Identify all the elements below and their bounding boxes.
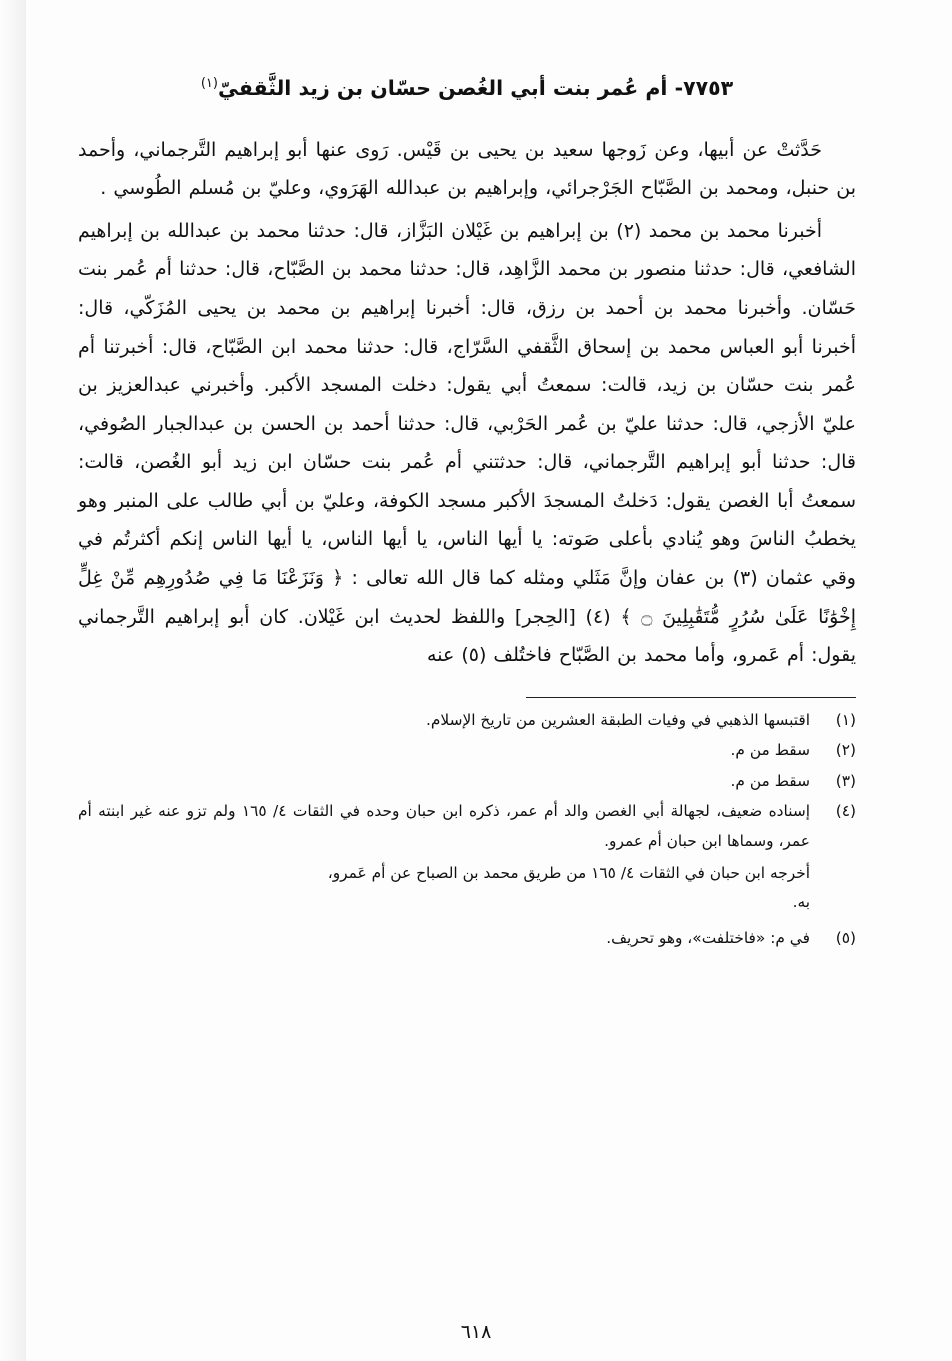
footnote-text: اقتبسها الذهبي في وفيات الطبقة العشرين من تاريخ الإسلام. xyxy=(425,710,810,729)
footnote-text: إسناده ضعيف، لجهالة أبي الغصن والد أم عمر، ذكره ابن حبان وحده في الثقات ٤/ ١٦٥ ولم تزو عنه غير ابنته أم عمر، وسماها ابن حبان أم عمرو. xyxy=(78,802,811,850)
footnote-item xyxy=(78,706,856,736)
footnote-continuation-tail: به. xyxy=(792,893,810,912)
footnote-item xyxy=(78,797,856,856)
footnote-number: (١) xyxy=(835,710,856,729)
footnote-continuation: أخرجه ابن حبان في الثقات ٤/ ١٦٥ من طريق محمد بن الصباح عن أم عَمرو، xyxy=(327,863,810,882)
footnote-text: سقط من م. xyxy=(730,741,810,760)
footnote-number: (٢) xyxy=(835,741,856,760)
page-title-footnote-marker: (١) xyxy=(200,76,218,92)
footnote-text: في م: «فاختلفت»، وهو تحريف. xyxy=(606,928,810,947)
body-paragraph-1: حَدَّثتْ عن أبيها، وعن زَوجها سعيد بن يحيى بن قَيْس. رَوى عنها أبو إبراهيم التَّرجماني، وأحمد بن حنبل، ومحمد بن الصَّبّاح الجَرْجرائي، وإبراهيم بن عبدالله الهَرَوي، وعليّ بن مُسلم الطُوسي . xyxy=(78,138,856,200)
footnote-number: (٤) xyxy=(835,802,856,821)
body-paragraph-2: أخبرنا محمد بن محمد (٢) بن إبراهيم بن غَيْلان البَزَّاز، قال: حدثنا محمد بن عبدالله بن إبراهيم الشافعي، قال: حدثنا منصور بن محمد الزَّاهِد، قال: حدثنا محمد بن الصَّبّاح، قال: حدثنا أم عُمر بنت حَسّان. وأخبرنا محمد بن أحمد بن رزق، قال: أخبرنا إبراهيم بن محمد بن يحيى المُزَكّي، قال: أخبرنا أبو العباس محمد بن إسحاق الثَّقفي السَّرّاج، قال: حدثنا محمد ابن الصَّبّاح، قال: أخبرتنا أم عُمر بنت حسّان بن زيد، قالت: سمعتُ أبي يقول: دخلت المسجد الأكبر. وأخبرني عبدالعزيز بن عليّ الأزجي، قال: حدثنا عليّ بن عُمر الحَرْبي، قال: حدثنا أحمد بن الحسن بن عبدالجبار الصُوفي، قال: حدثنا أبو إبراهيم التَّرجماني، قال: حدثتني أم عُمر بنت حسّان ابن زيد أبو الغُصن، قالت: سمعتُ أبا الغصن يقول: دَخلتُ المسجدَ الأكبر مسجد الكوفة، وعليّ بن أبي طالب على المنبر وهو يخطبُ الناسَ وهو يُنادي بأعلى صَوته: يا أيها الناس، يا أيها الناس، يا أيها الناس إنكم أكثرتُم في وقي عثمان (٣) بن عفان وإنَّ مَثَلي ومثله كما قال الله تعالى : ﴿ وَنَزَعْنَا مَا فِي صُدُورِهِم مِّنْ غِلٍّ إِخْوَٰنًا عَلَىٰ سُرُرٍ مُّتَقَٰبِلِينَ ۝ ﴾ (٤) [الحِجر] واللفظ لحديث ابن غَيْلان. كان أبو إبراهيم التَّرجماني يقول: أم عَمرو، وأما محمد بن الصَّبّاح فاختُلف (٥) عنه xyxy=(78,219,857,667)
footnote-number: (٣) xyxy=(835,771,856,790)
page-title xyxy=(78,72,856,105)
page-number: ٦١٨ xyxy=(460,1321,492,1343)
page-title-text: ٧٧٥٣- أم عُمر بنت أبي الغُصن حسّان بن زيد الثَّقفيّ xyxy=(217,76,734,100)
footnotes xyxy=(78,706,856,954)
footnote-divider xyxy=(526,697,856,698)
footnote-item xyxy=(78,736,856,766)
footnote-item xyxy=(78,767,856,797)
footnote-item xyxy=(78,924,856,954)
footnote-number: (٥) xyxy=(835,928,856,947)
page-content xyxy=(78,58,856,1321)
footnote-text: سقط من م. xyxy=(730,771,810,790)
